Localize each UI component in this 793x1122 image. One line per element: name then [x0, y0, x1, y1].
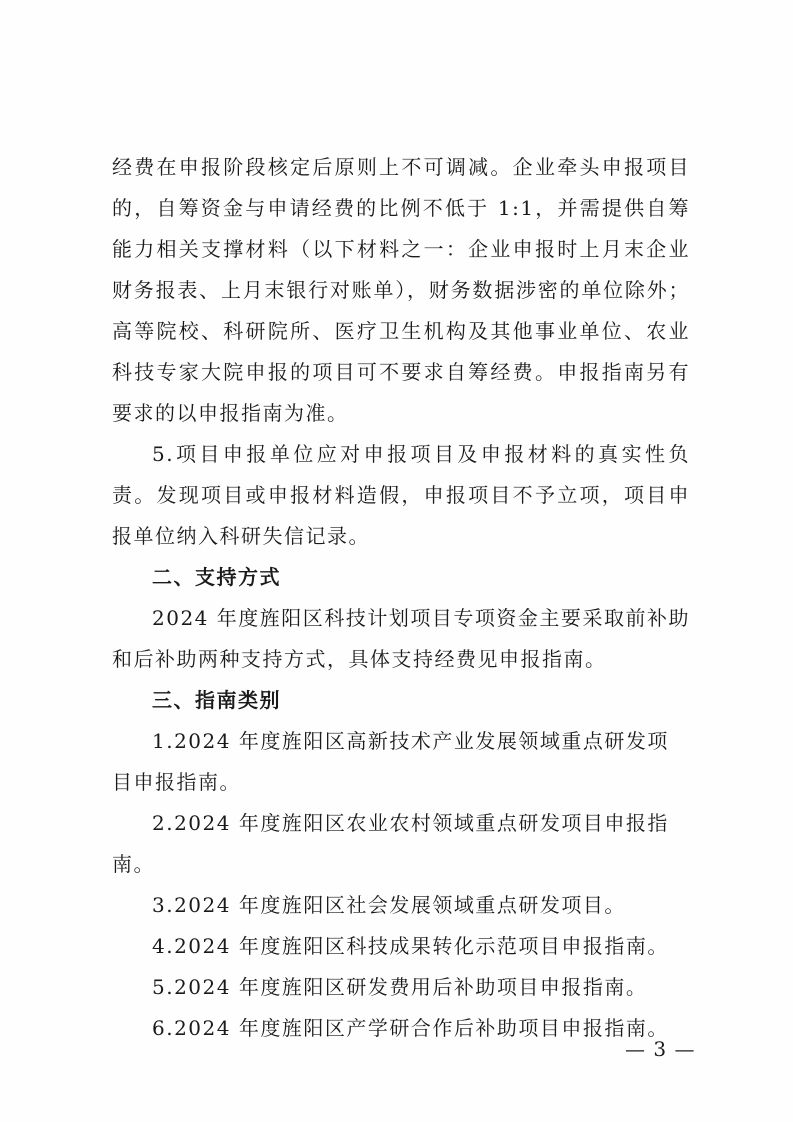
list-item: 4.2024 年度旌阳区科技成果转化示范项目申报指南。: [152, 934, 669, 958]
list-item: 1.2024 年度旌阳区高新技术产业发展领域重点研发项目申报指南。: [112, 729, 669, 794]
paragraph-support-methods: 2024 年度旌阳区科技计划项目专项资金主要采取前补助和后补助两种支持方式，具体支持经费见申报指南。: [112, 606, 690, 671]
list-item: 3.2024 年度旌阳区社会发展领域重点研发项目。: [152, 893, 626, 917]
list-item: 6.2024 年度旌阳区产学研合作后补助项目申报指南。: [152, 1016, 669, 1040]
paragraph-funding-rules: 经费在申报阶段核定后原则上不可调减。企业牵头申报项目的，自筹资金与申请经费的比例不低于 1:1，并需提供自筹能力相关支撑材料（以下材料之一：企业申报时上月末企业财务报表、上月末银行对账单），财务数据涉密的单位除外；高等院校、科研院所、医疗卫生机构及其他事业单位、农业科技专家大院申报的项目可不要求自筹经费。申报指南另有要求的以申报指南为准。: [112, 155, 690, 425]
paragraph-authenticity: 5.项目申报单位应对申报项目及申报材料的真实性负责。发现项目或申报材料造假，申报项目不予立项，项目申报单位纳入科研失信记录。: [112, 442, 690, 548]
section-heading-support-methods: 二、支持方式: [152, 565, 281, 589]
document-body: [112, 147, 690, 1049]
section-heading-guide-categories: 三、指南类别: [152, 688, 281, 712]
list-item: 5.2024 年度旌阳区研发费用后补助项目申报指南。: [152, 975, 648, 999]
list-item: 2.2024 年度旌阳区农业农村领域重点研发项目申报指南。: [112, 811, 669, 876]
page-number: — 3 —: [625, 1037, 696, 1061]
